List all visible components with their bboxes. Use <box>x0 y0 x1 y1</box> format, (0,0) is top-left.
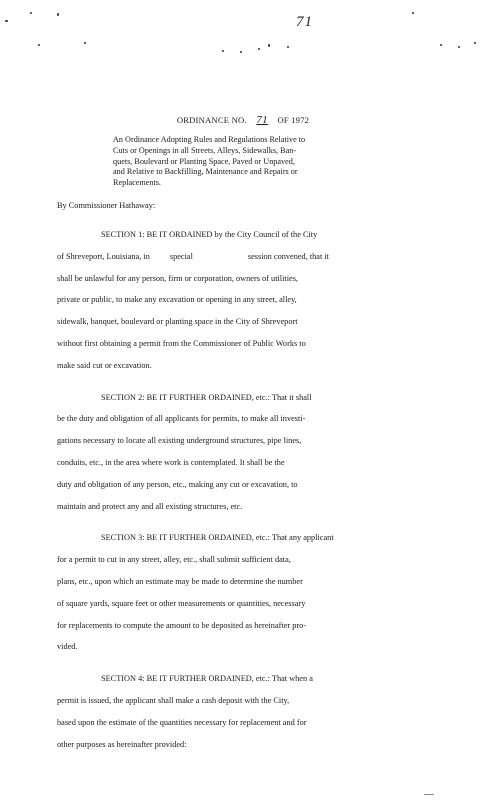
caption-line: Replacements. <box>113 178 161 188</box>
ordinance-caption <box>113 135 393 189</box>
scan-speck <box>412 12 414 14</box>
section-line: SECTION 4: BE IT FURTHER ORDAINED, etc.: That when a <box>101 674 313 684</box>
ordinance-number: 71 <box>256 114 268 126</box>
section-line: permit is issued, the applicant shall make a cash deposit with the City, <box>57 695 290 705</box>
section-line: SECTION 1: BE IT ORDAINED by the City Council of the City <box>101 230 318 239</box>
section-line: gations necessary to locate all existing underground structures, pipe lines, <box>57 436 302 446</box>
section-line: duty and obligation of any person, etc., making any cut or excavation, to <box>57 479 298 489</box>
section-line: without first obtaining a permit from the Commissioner of Public Works to <box>57 338 306 348</box>
scan-speck <box>474 42 476 44</box>
ordinance-title <box>0 114 486 126</box>
section-line: SECTION 3: BE IT FURTHER ORDAINED, etc.: That any applicant <box>101 533 334 543</box>
section-text: session convened, that it <box>247 251 329 261</box>
scan-speck <box>5 20 8 22</box>
scan-mark <box>424 794 434 795</box>
section-line: based upon the estimate of the quantities necessary for replacement and for <box>57 717 307 727</box>
section-line: shall be unlawful for any person, firm or corporation, owners of utilities, <box>57 273 299 283</box>
section-line: maintain and protect any and all existing structures, etc. <box>57 501 243 511</box>
scan-speck <box>222 50 224 52</box>
section-text: of Shreveport, Louisiana, in <box>57 251 150 261</box>
scan-speck <box>287 46 289 48</box>
scan-speck <box>268 44 270 47</box>
section-4 <box>57 668 437 755</box>
scan-speck <box>440 44 442 46</box>
section-line: for a permit to cut in any street, alley, etc., shall submit sufficient data, <box>57 555 291 565</box>
section-line: make said cut or excavation. <box>57 360 152 370</box>
section-line: other purposes as hereinafter provided: <box>57 739 187 749</box>
scan-speck <box>258 48 260 50</box>
section-line: SECTION 2: BE IT FURTHER ORDAINED, etc.: That it shall <box>101 392 312 402</box>
scan-speck <box>30 12 32 14</box>
section-2 <box>57 387 437 518</box>
title-suffix: OF 1972 <box>277 115 310 125</box>
scan-speck <box>57 13 59 16</box>
caption-line: and Relative to Backfilling, Maintenance and Repairs or <box>113 167 298 177</box>
section-line: plans, etc., upon which an estimate may be made to determine the number <box>57 576 303 586</box>
section-1 <box>57 224 437 377</box>
section-line: private or public, to make any excavation or opening in any street, alley, <box>57 295 297 305</box>
page-number: 71 <box>296 14 313 30</box>
section-line: of square yards, square feet or other measurements or quantities, necessary <box>57 598 306 608</box>
session-type: special <box>169 251 193 261</box>
scan-speck <box>458 46 460 48</box>
scan-speck <box>240 51 242 53</box>
ordinance-body <box>57 224 437 755</box>
caption-line: An Ordinance Adopting Rules and Regulations Relative to <box>113 135 306 144</box>
scan-speck <box>84 42 86 44</box>
section-line: vided. <box>57 642 78 652</box>
scan-speck <box>38 44 40 46</box>
title-prefix: ORDINANCE NO. <box>176 115 247 125</box>
caption-line: Cuts or Openings in all Streets, Alleys, Sidewalks, Ban- <box>113 145 297 155</box>
section-line: conduits, etc., in the area where work is contemplated. It shall be the <box>57 457 285 467</box>
section-line: be the duty and obligation of all applicants for permits, to make all investi- <box>57 414 306 424</box>
section-line <box>57 246 437 268</box>
section-3 <box>57 527 437 658</box>
caption-line: quets, Boulevard or Planting Space, Paved or Unpaved, <box>113 156 295 166</box>
section-line: sidewalk, banquet, boulevard or planting space in the City of Shreveport <box>57 317 298 327</box>
sponsor-line: By Commissioner Hathaway: <box>57 201 156 210</box>
section-line: for replacements to compute the amount to be deposited as hereinafter pro- <box>57 620 307 630</box>
